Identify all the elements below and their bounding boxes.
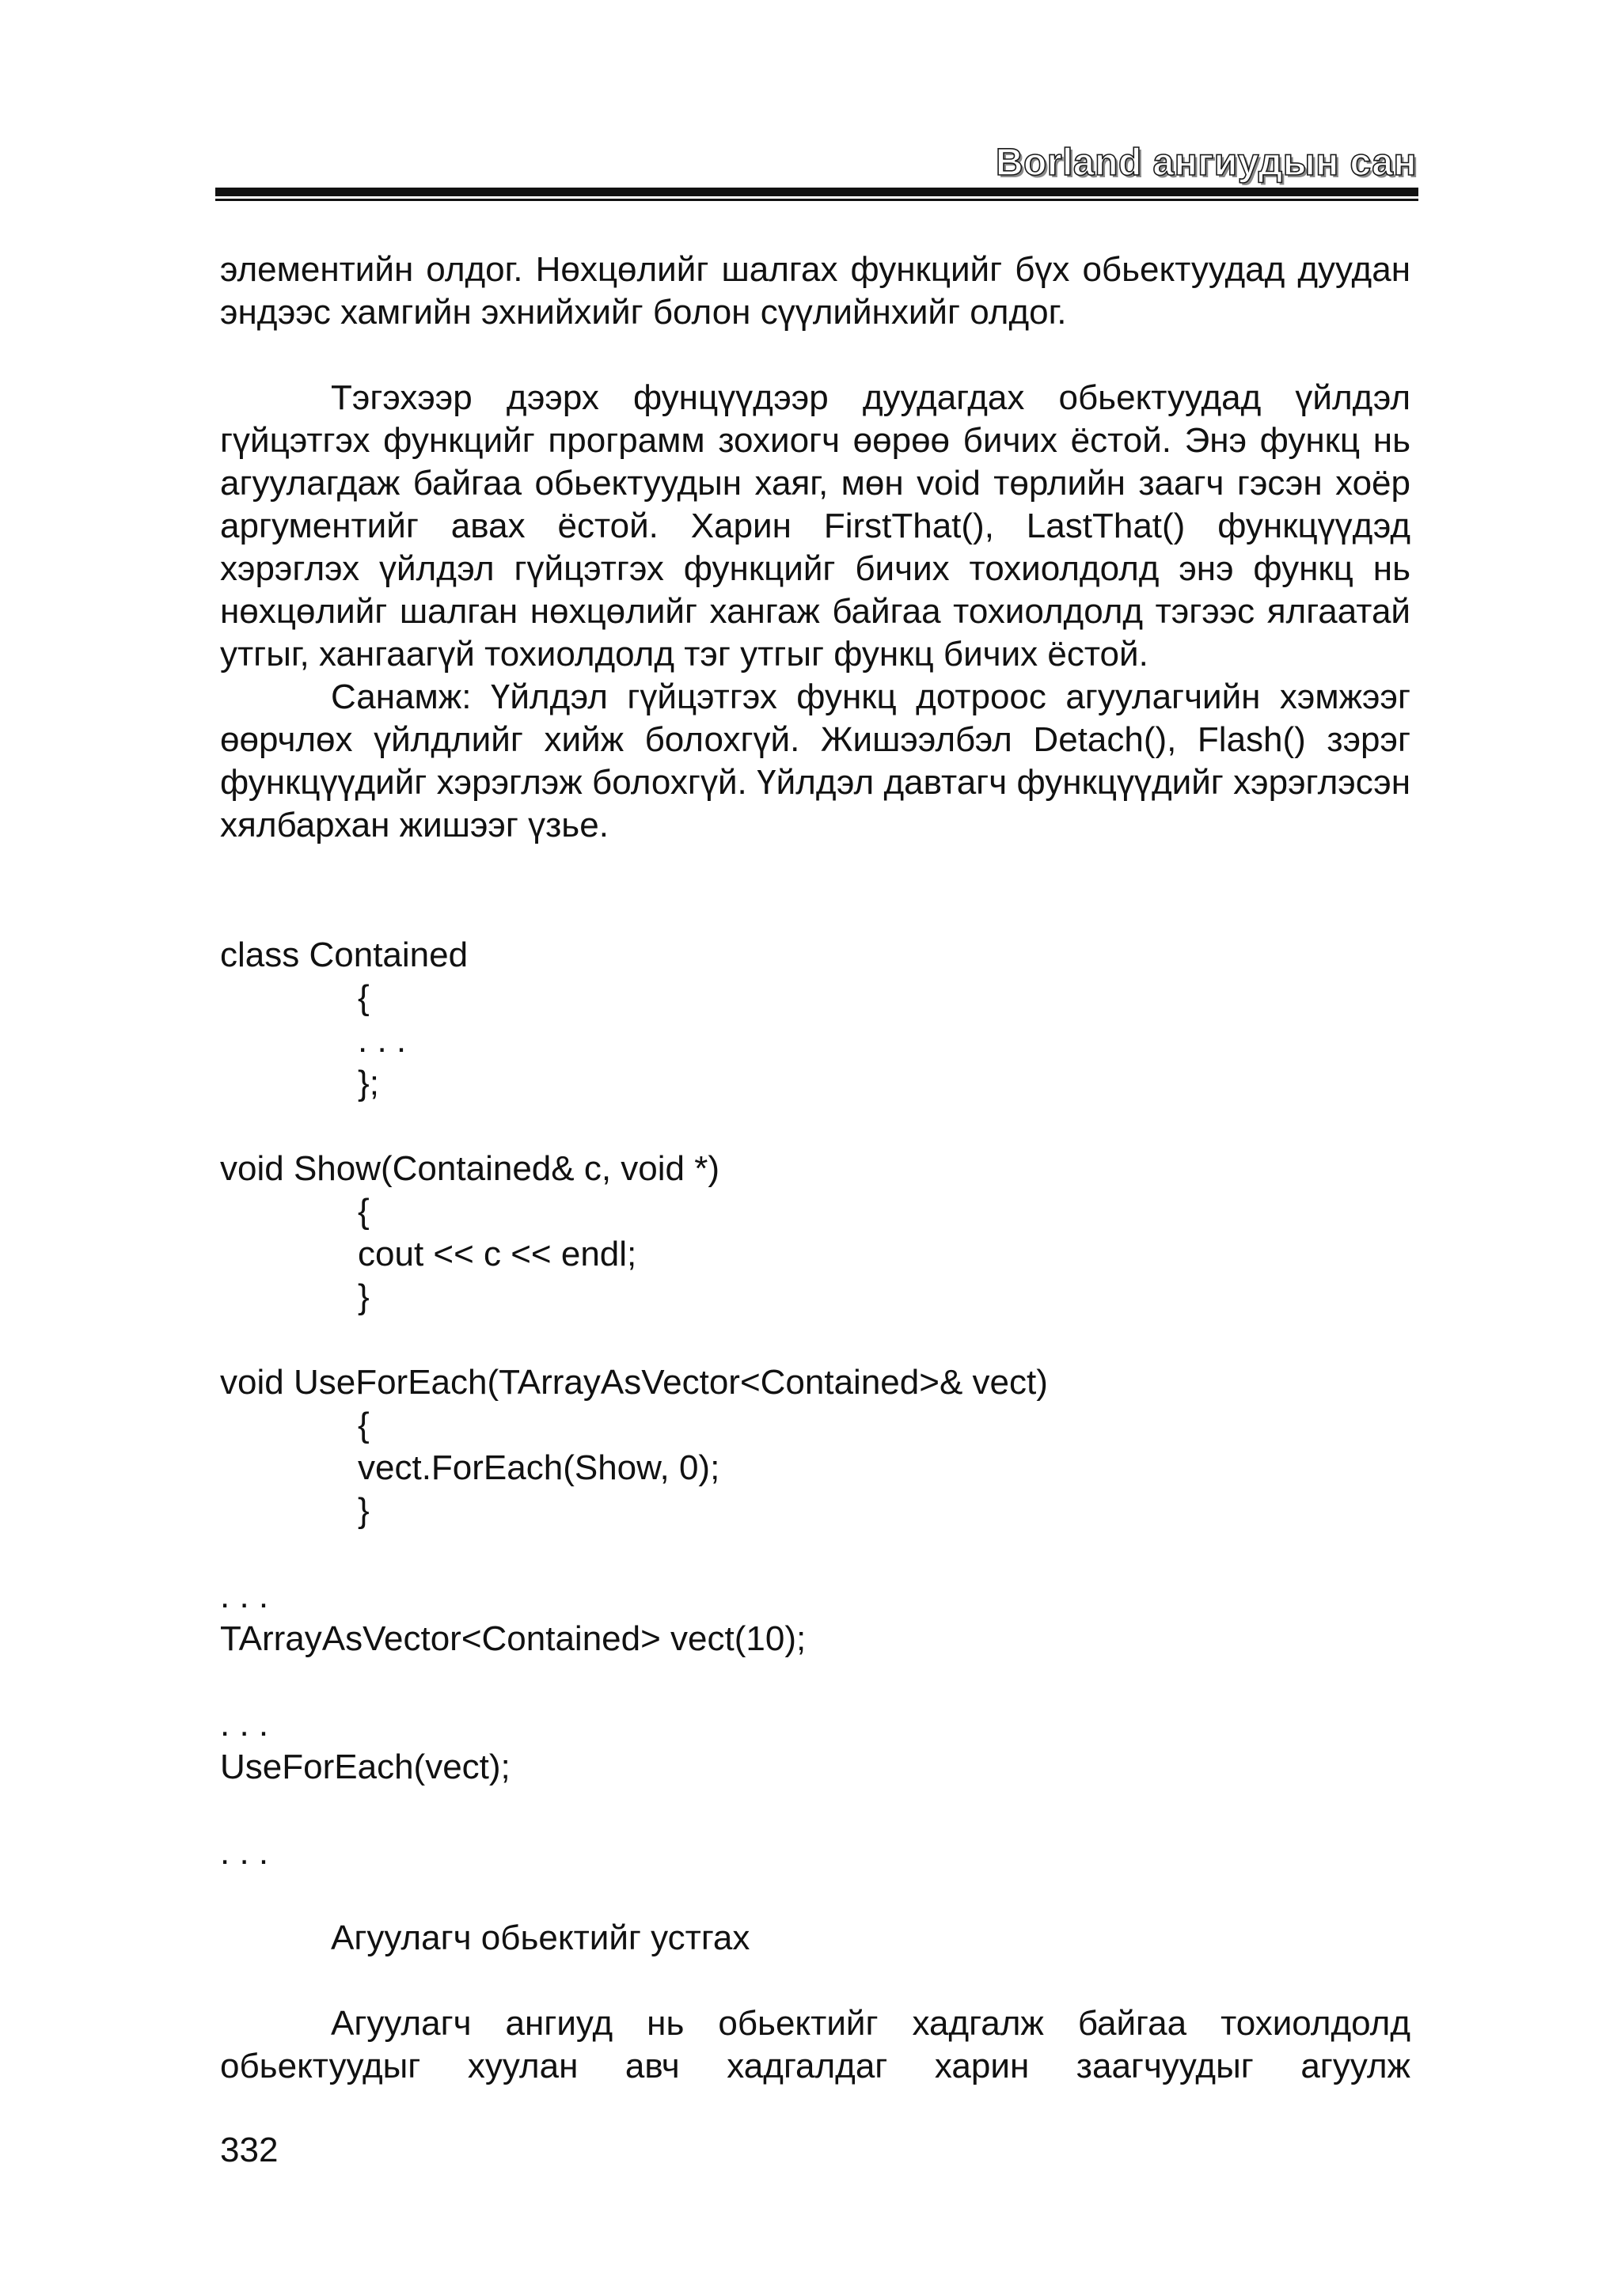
running-header-title: Borland ангиудын сан <box>995 142 1417 184</box>
code-line: { <box>358 1406 370 1444</box>
code-line: class Contained <box>220 935 469 974</box>
section-title: Агуулагч обьектийг устгах <box>331 1918 750 1957</box>
code-line: . . . <box>220 1705 269 1744</box>
paragraph-text: Санамж: Үйлдэл гүйцэтгэх функц дотроос агуулагчийн хэмжээг өөрчлөх үйлдлийг хийж болохгүй. Жишээлбэл Detach(), Flash() зэрэг функцүүдийг хэрэглэж болохгүй. Үйлдэл давтагч функцүүдийг хэрэглэсэн хялбархан жишээг үзье. <box>220 677 1410 844</box>
page-number: 332 <box>220 2131 279 2169</box>
paragraph-text: Агуулагч ангиуд нь обьектийг хадгалж байгаа тохиолдолд обьектуудыг хуулан авч хадгалдаг харин заагчуудыг агуулж <box>220 2004 1410 2085</box>
code-line: UseForEach(vect); <box>220 1748 511 1786</box>
code-line: void Show(Contained& c, void *) <box>220 1149 719 1188</box>
code-line: vect.ForEach(Show, 0); <box>358 1448 720 1487</box>
code-line: . . . <box>220 1833 269 1872</box>
paragraph-text: Тэгэхээр дээрх фунцүүдээр дуудагдах обьектуудад үйлдэл гүйцэтгэх функцийг программ зохиогч өөрөө бичих ёстой. Энэ функц нь агуулагдаж байгаа обьектуудын хаяг, мөн void төрлийн заагч гэсэн хоёр аргументийг авах ёстой. Харин FirstThat(), LastThat() функцүүдэд хэрэглэх үйлдэл гүйцэтгэх функцийг бичих тохиолдолд энэ функц нь нөхцөлийг шалган нөхцөлийг хангаж байгаа тохиолдолд тэгээс ялгаатай утгыг, хангаагүй тохиолдолд тэг утгыг функц бичих ёстой. <box>220 378 1410 674</box>
header-rule-thick <box>215 188 1418 196</box>
code-line: void UseForEach(TArrayAsVector<Contained>& vect) <box>220 1363 1048 1402</box>
code-line: . . . <box>358 1021 407 1060</box>
code-line: . . . <box>220 1577 269 1615</box>
paragraph-continued <box>220 249 1410 334</box>
code-line: } <box>358 1277 370 1316</box>
code-line: cout << c << endl; <box>358 1235 637 1273</box>
closing-paragraph-block <box>220 2002 1410 2088</box>
code-line: { <box>358 978 370 1017</box>
header-rule-thin <box>215 199 1418 201</box>
code-line: TArrayAsVector<Contained> vect(10); <box>220 1619 807 1658</box>
code-line: } <box>358 1491 370 1530</box>
code-line: { <box>358 1192 370 1231</box>
paragraph-text: элементийн олдог. Нөхцөлийг шалгах функцийг бүх обьектуудад дуудан эндээс хамгийн эхнийхийг болон сүүлийнхийг олдог. <box>220 250 1410 332</box>
paragraph-block <box>220 377 1410 847</box>
code-line: }; <box>358 1064 379 1102</box>
